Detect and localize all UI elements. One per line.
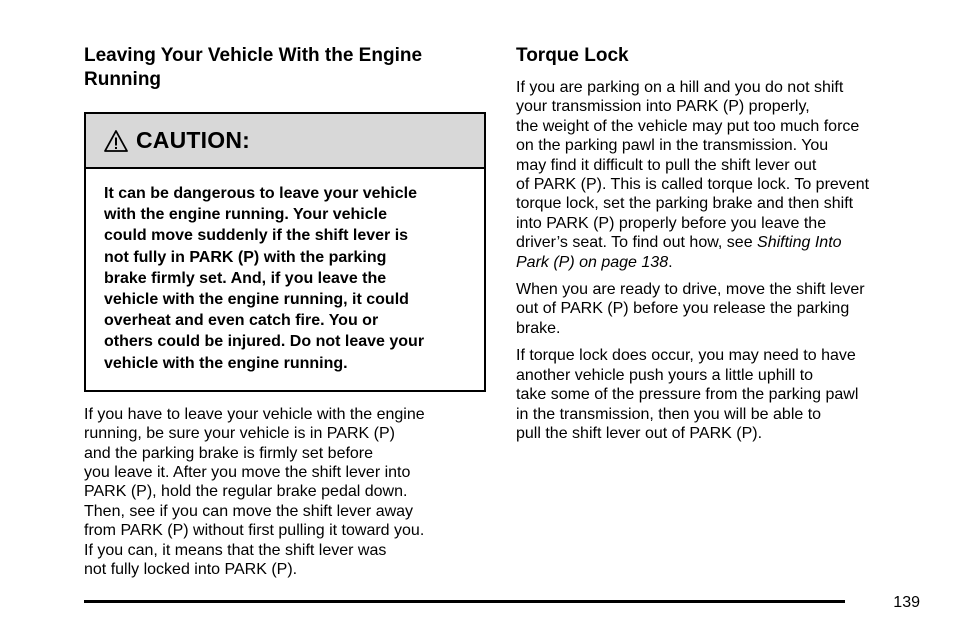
paragraph-line: running, be sure your vehicle is in PARK (P) [84, 425, 395, 443]
page-reference-link[interactable]: Shifting Into [757, 234, 842, 252]
paragraph-line: may find it difficult to pull the shift lever out [516, 156, 817, 174]
reference-end: . [668, 253, 673, 271]
caution-line: overheat and even catch fire. You or [104, 312, 379, 330]
paragraph-line: from PARK (P) without first pulling it toward you. [84, 522, 425, 540]
paragraph-line: you leave it. After you move the shift lever into [84, 464, 411, 482]
paragraph-line: of PARK (P). This is called torque lock. To prevent [516, 176, 870, 194]
caution-text [86, 169, 484, 390]
caution-line: vehicle with the engine running. [104, 354, 348, 372]
caution-line: others could be injured. Do not leave your [104, 333, 425, 351]
paragraph-line: take some of the pressure from the parking pawl [516, 386, 859, 404]
heading-line: Running [84, 69, 162, 90]
caution-line: brake firmly set. And, if you leave the [104, 269, 387, 287]
paragraph-line: and the parking brake is firmly set before [84, 444, 374, 462]
page-number: 139 [893, 594, 920, 611]
paragraph-line: If you have to leave your vehicle with the engine [84, 405, 425, 423]
section-heading-leaving-vehicle [84, 44, 486, 92]
paragraph-line: Then, see if you can move the shift lever away [84, 502, 414, 520]
paragraph-line: pull the shift lever out of PARK (P). [516, 424, 763, 442]
paragraph-line: If torque lock does occur, you may need to have [516, 347, 856, 365]
reference-prefix: driver’s seat. To find out how, see [516, 234, 758, 252]
warning-triangle-icon [104, 129, 128, 153]
paragraph-line: on the parking pawl in the transmission. You [516, 137, 829, 155]
paragraph-line: When you are ready to drive, move the shift lever [516, 281, 865, 299]
caution-line: vehicle with the engine running, it could [104, 291, 409, 309]
paragraph-line: torque lock, set the parking brake and then shift [516, 195, 854, 213]
paragraph-line: into PARK (P) properly before you leave the [516, 214, 827, 232]
heading-line: Leaving Your Vehicle With the Engine [84, 45, 423, 66]
paragraph-line: If you can, it means that the shift lever was [84, 541, 387, 559]
torque-lock-paragraph-3 [516, 346, 920, 443]
page-reference-link[interactable]: Park (P) on page 138 [516, 253, 669, 271]
paragraph-line: PARK (P), hold the regular brake pedal down. [84, 483, 408, 501]
caution-line: could move suddenly if the shift lever is [104, 227, 409, 245]
footer-rule [84, 600, 845, 603]
paragraph-line: not fully locked into PARK (P). [84, 561, 298, 579]
paragraph-line [516, 233, 920, 252]
caution-title: CAUTION: [136, 127, 251, 153]
right-column [516, 44, 920, 443]
paragraph-line: in the transmission, then you will be able to [516, 405, 822, 423]
caution-box [84, 112, 486, 392]
paragraph-line: another vehicle push yours a little uphill to [516, 366, 814, 384]
caution-line: It can be dangerous to leave your vehicle [104, 185, 417, 202]
caution-line: with the engine running. Your vehicle [104, 206, 387, 224]
section-heading-torque-lock: Torque Lock [516, 45, 629, 66]
paragraph-line: brake. [516, 319, 561, 337]
torque-lock-paragraph-2 [516, 280, 920, 338]
leaving-vehicle-paragraph [84, 405, 486, 580]
left-column [84, 44, 486, 579]
paragraph-line: your transmission into PARK (P) properly, [516, 98, 810, 116]
paragraph-line: If you are parking on a hill and you do not shift [516, 79, 844, 96]
paragraph-line: the weight of the vehicle may put too much force [516, 117, 860, 135]
caution-header [86, 114, 484, 169]
paragraph-line: out of PARK (P) before you release the parking [516, 300, 850, 318]
paragraph-line [516, 253, 920, 272]
torque-lock-paragraph-1 [516, 78, 920, 272]
caution-line: not fully in PARK (P) with the parking [104, 248, 387, 266]
